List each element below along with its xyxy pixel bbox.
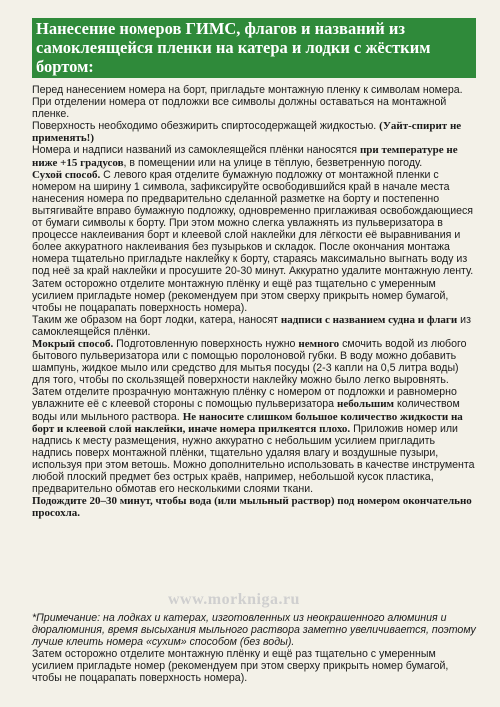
note-aluminium: *Примечание: на лодках и катерах, изготовленных из неокрашенного алюминия и дюралюминия, время высыхания мыльного раствора заметно увеличивается, поэтому лучше клеить номера «сухим» способом (без воды). [32, 612, 476, 649]
wet-method-heading: Мокрый способ. [32, 337, 114, 350]
paragraph-apply-film [32, 386, 478, 495]
text-span: Затем отделите прозрачную монтажную плёнку с номером от подложки и равномерно увлажните её с клеевой стороны с помощью пульверизатора [32, 386, 457, 411]
watermark: www.morkniga.ru [168, 591, 300, 608]
note-final-step: Затем осторожно отделите монтажную плёнку и ещё раз тщательно с умеренным усилием пригладьте номер (рекомендуем при этом сверху прикрыть номер бумагой, чтобы не поцарапать поверхность номера). [32, 648, 449, 685]
liquid-warning: Не наносите слишком большое количество жидкости на борт и клеевой слой наклейки, иначе номера прилкеятся плохо. [32, 410, 463, 435]
text-span: Номера и надписи названий из самоклеящейся плёнки наносятся [32, 144, 360, 157]
emphasis-small-amount: небольшим [336, 398, 395, 411]
footnote [32, 612, 478, 685]
page-title: Нанесение номеров ГИМС, флагов и названий из самоклеящейся пленки на катера и лодки с жёстким бортом: [32, 18, 476, 78]
text-span: Подготовленную поверхность нужно [113, 337, 299, 350]
instructions-body [32, 84, 478, 519]
paragraph-wait: Подождите 20–30 минут, чтобы вода (или мыльный раствор) под номером окончательно просохла. [32, 495, 472, 520]
text-span: Поверхность необходимо обезжирить спиртосодержащей жидкостью. [32, 120, 380, 133]
names-flags-emphasis: надписи с названием судна и флаги [280, 313, 458, 326]
warning-text: (Уайт-спирит не применять!) [32, 120, 462, 145]
paragraph-intro: Перед нанесением номера на борт, пригладьте монтажную пленку к символам номера. При отделении номера от подложки все символы должны оставаться на монтажной пленке. [32, 84, 463, 121]
paragraph-degrease [32, 120, 478, 144]
text-span: Приложив номер или надпись к месту размещения, нужно аккуратно с небольшим усилием пригладить надпись поверх монтажной плёнки, тщательно удаляя влагу и воздушные пузыри, используя при этом ветошь. Можно дополнительно использовать в качестве инструмента любой плоский предмет без острых краёв, например, небольшой кусок пластика, предварительно обмотав его несколькими слоями ткани. [32, 422, 475, 496]
paragraph-temperature [32, 144, 478, 168]
text-span: из самоклеящейся плёнки. [32, 313, 471, 338]
paragraph-wet-method [32, 338, 478, 386]
text-span: количеством воды или мыльного раствора. [32, 398, 460, 423]
text-span: смочить водой из любого бытового пульверизатора или с помощью поролоновой губки. В воду можно добавить шампунь, жидкое мыло или средство для мытья посуды (2-3 капли на 0,5 литра воды) для того, чтобы по скользящей поверхности наклейку можно было легко выровнять. [32, 337, 467, 387]
dry-method-heading: Сухой способ. [32, 168, 101, 181]
emphasis-slightly: немного [298, 337, 340, 350]
text-span: Таким же образом на борт лодки, катера, наносят [32, 313, 281, 326]
paragraph-dry-method [32, 169, 478, 314]
text-span: С левого края отделите бумажную подложку от монтажной пленки с номером на ширину 1 символа, зафиксируйте освободившийся край в начале места нанесения номера по предварительно сделанной разметке на борту и постепенно вытягивайте вправо бумажную подложку, одновременно приглаживая освобождающиеся от бумаги символы к борту. При этом можно слегка увлажнять из пульверизатора в процессе наклеивания борт и клеевой слой наклейки для лёгкости её выравнивания и более аккуратного наклеивания без пузырьков и складок. После окончания монтажа номера тщательно пригладьте наклейку к борту, стараясь максимально выгнать воду из под неё за край наклейки и просушите 20-30 минут. Аккуратно удалите монтажную ленту. Затем осторожно отделите монтажную плёнку и ещё раз тщательно с умеренным усилием пригладьте номер (рекомендуем при этом сверху прикрыть номер бумагой, чтобы не поцарапать поверхность номера). [32, 168, 474, 314]
temperature-emphasis: при температуре не ниже +15 градусов [32, 144, 458, 169]
text-span: , в помещении или на улице в тёплую, безветренную погоду. [123, 156, 423, 169]
paragraph-names-flags [32, 314, 478, 338]
